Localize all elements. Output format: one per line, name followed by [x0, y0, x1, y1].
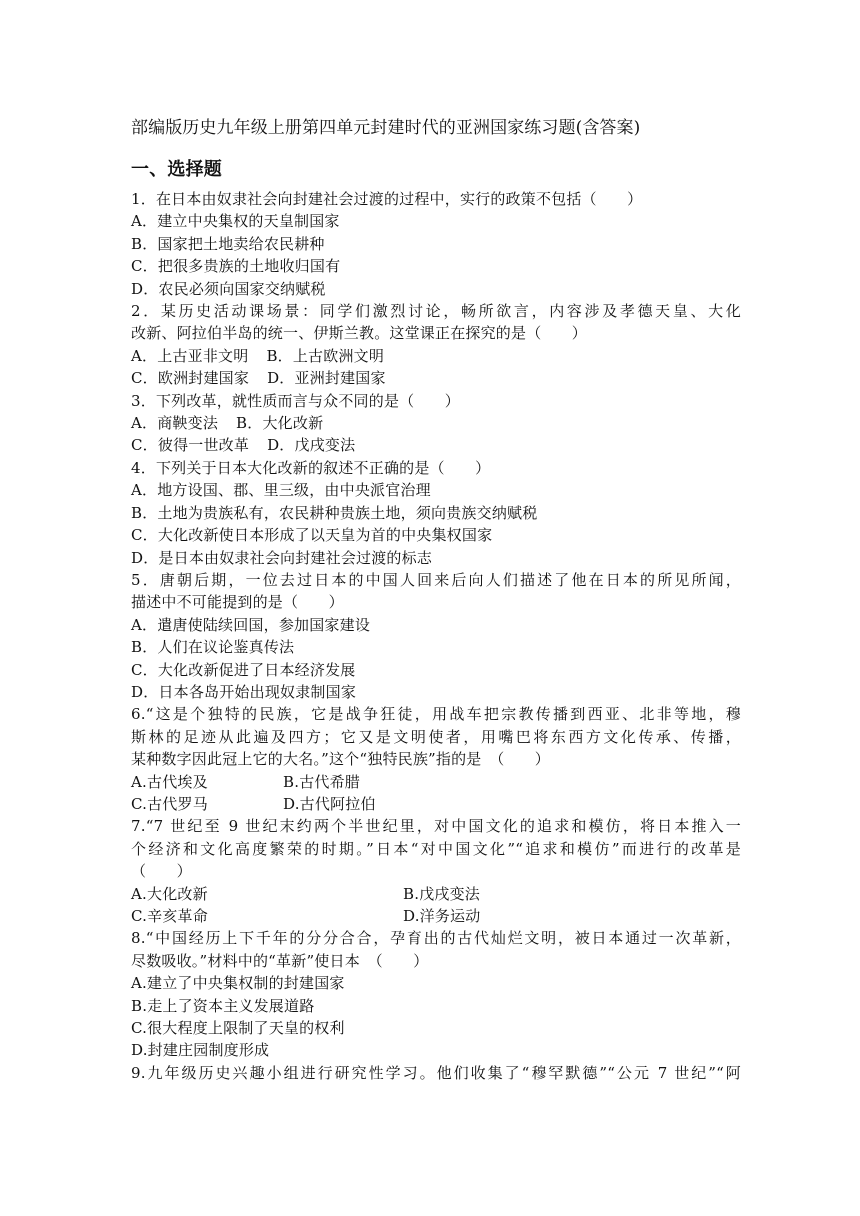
question-8	[131, 927, 741, 1061]
option-a: A.建立了中央集权制的封建国家	[131, 974, 345, 993]
option-c: C．大化改新促进了日本经济发展	[131, 660, 356, 679]
question-7	[131, 815, 741, 927]
question-stem: 个经济和文化高度繁荣的时期。”日本“对中国文化”“追求和模仿”而进行的改革是	[131, 839, 741, 858]
option-c: C．彼得一世改革	[131, 436, 250, 455]
option-d: D.古代阿拉伯	[283, 794, 376, 813]
question-4	[131, 457, 741, 569]
option-b: B．人们在议论鉴真传法	[131, 638, 295, 657]
option-row	[131, 771, 741, 793]
question-stem: 4．下列关于日本大化改新的叙述不正确的是（ ）	[131, 458, 491, 477]
option-d: D．是日本由奴隶社会向封建社会过渡的标志	[131, 548, 433, 567]
option-row	[131, 345, 741, 367]
question-stem: 1．在日本由奴隶社会向封建社会过渡的过程中，实行的政策不包括（ ）	[131, 190, 643, 208]
option-b: B.走上了资本主义发展道路	[131, 996, 315, 1015]
question-stem: 改新、阿拉伯半岛的统一、伊斯兰教。这堂课正在探究的是（ ）	[131, 324, 588, 343]
option-d: D．戊戌变法	[267, 436, 356, 455]
option-a: A.古代埃及	[131, 772, 208, 791]
question-9	[131, 1062, 741, 1084]
option-a: A．商鞅变法	[131, 414, 219, 433]
option-row	[131, 883, 741, 905]
option-a: A．遣唐使陆续回国，参加国家建设	[131, 615, 371, 634]
option-row	[131, 905, 741, 927]
option-b: B.戊戌变法	[403, 884, 480, 903]
question-stem: 8.“中国经历上下千年的分分合合，孕育出的古代灿烂文明，被日本通过一次革新，	[131, 929, 741, 948]
option-a: A．地方设国、郡、里三级，由中央派官治理	[131, 481, 431, 500]
question-stem: 5．唐朝后期，一位去过日本的中国人回来后向人们描述了他在日本的所见所闻，	[131, 570, 741, 589]
option-a: A.大化改新	[131, 884, 208, 903]
question-3	[131, 390, 741, 457]
option-c: C.很大程度上限制了天皇的权利	[131, 1019, 345, 1038]
option-b: B.古代希腊	[283, 772, 360, 791]
option-row	[131, 367, 741, 389]
question-stem: 尽数吸收。”材料中的“革新”使日本 （ ）	[131, 951, 429, 970]
option-c: C．欧洲封建国家	[131, 369, 250, 388]
question-stem: 描述中不可能提到的是（ ）	[131, 593, 344, 612]
option-d: D.封建庄园制度形成	[131, 1041, 270, 1060]
option-c: C.辛亥革命	[131, 907, 208, 925]
option-b: B．上古欧洲文明	[266, 346, 385, 365]
option-row	[131, 412, 741, 434]
option-d: D．亚洲封建国家	[267, 369, 386, 388]
option-b: B．大化改新	[236, 414, 324, 433]
document-title: 部编版历史九年级上册第四单元封建时代的亚洲国家练习题(含答案)	[131, 118, 641, 138]
option-a: A．建立中央集权的天皇制国家	[131, 212, 340, 231]
option-c: C.古代罗马	[131, 794, 208, 813]
question-5	[131, 569, 741, 703]
option-c: C．大化改新使日本形成了以天皇为首的中央集权国家	[131, 526, 493, 545]
question-6	[131, 703, 741, 815]
option-d: D．农民必须向国家交纳赋税	[131, 279, 326, 298]
option-a: A．上古亚非文明	[131, 346, 249, 365]
option-row	[131, 793, 741, 815]
question-stem: 6.“这是个独特的民族，它是战争狂徒，用战车把宗教传播到西亚、北非等地，穆	[131, 705, 741, 724]
question-stem: 3．下列改革，就性质而言与众不同的是（ ）	[131, 391, 460, 410]
question-stem: 某种数字因此冠上它的大名。”这个“独特民族”指的是 （ ）	[131, 750, 551, 769]
question-stem: 7.“7 世纪至 9 世纪末约两个半世纪里，对中国文化的追求和模仿，将日本推入一	[131, 817, 741, 836]
option-d: D．日本各岛开始出现奴隶制国家	[131, 682, 357, 701]
question-stem: 9.九年级历史兴趣小组进行研究性学习。他们收集了“穆罕默德”“公元 7 世纪”“阿	[131, 1063, 741, 1082]
option-b: B．国家把土地卖给农民耕种	[131, 234, 325, 253]
question-stem: （ ）	[131, 862, 192, 881]
option-row	[131, 434, 741, 456]
document-content	[131, 116, 741, 1084]
option-d: D.洋务运动	[403, 907, 481, 925]
option-b: B．土地为贵族私有，农民耕种贵族土地，须向贵族交纳赋税	[131, 503, 538, 522]
question-stem: 斯林的足迹从此遍及四方；它又是文明使者，用嘴巴将东西方文化传承、传播，	[131, 727, 741, 746]
question-stem: 2．某历史活动课场景：同学们激烈讨论，畅所欲言，内容涉及孝德天皇、大化	[131, 302, 741, 321]
option-c: C．把很多贵族的土地收归国有	[131, 257, 341, 276]
question-1	[131, 188, 741, 300]
section-heading: 一、选择题	[131, 159, 222, 180]
question-2	[131, 300, 741, 390]
